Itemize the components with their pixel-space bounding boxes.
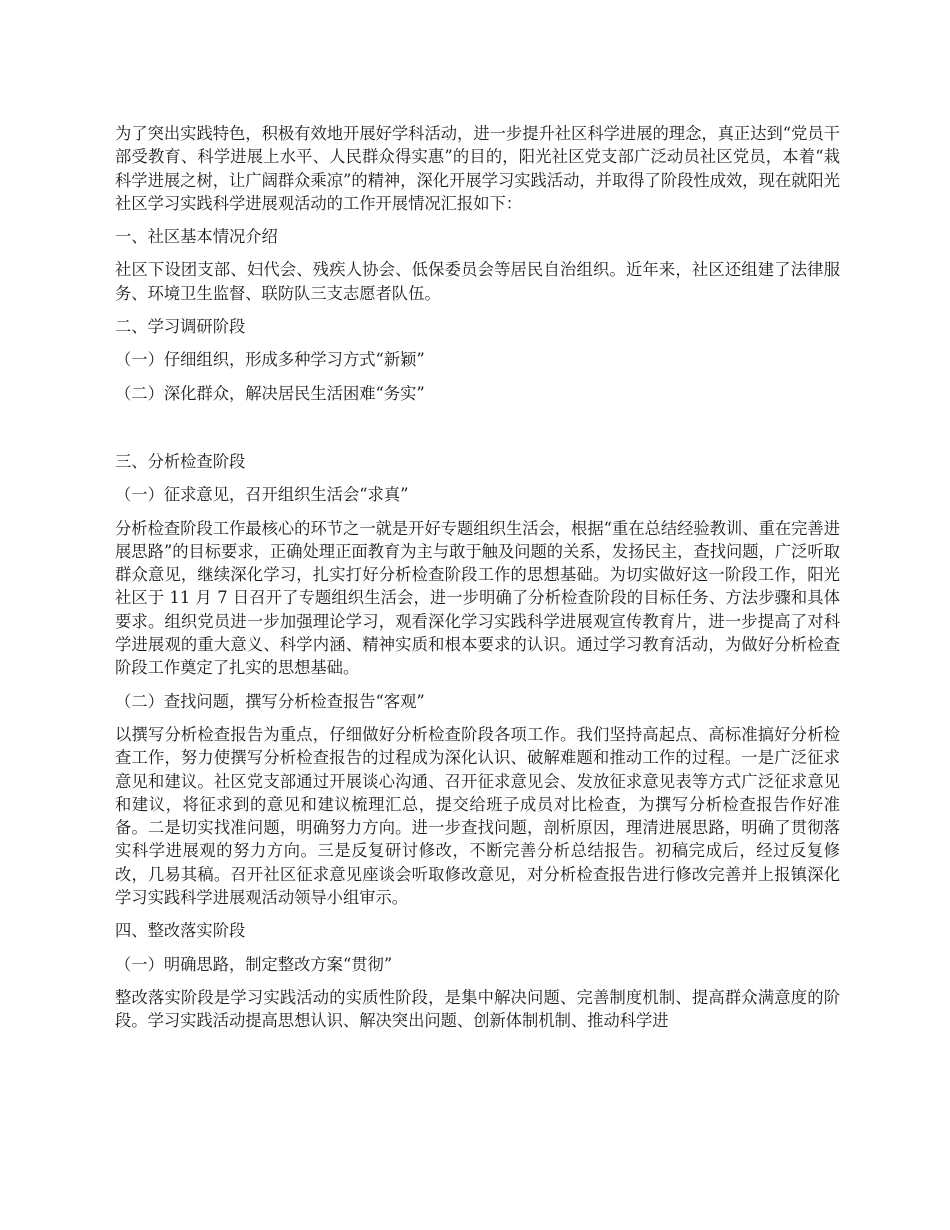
section-3-subheading-2: （二）查找问题，撰写分析检查报告“客观” xyxy=(115,691,425,711)
section-4-subheading-1: （一）明确思路，制定整改方案“贯彻” xyxy=(115,954,393,974)
intro-paragraph: 为了突出实践特色，积极有效地开展好学科活动，进一步提升社区科学进展的理念，真正达到“党员干部受教育、科学进展上水平、人民群众得实惠”的目的，阳光社区党支部广泛动员社区党员，本着“栽科学进展之树，让广阔群众乘凉”的精神，深化开展学习实践活动，并取得了阶段性成效，现在就阳光社区学习实践科学进展观活动的工作开展情况汇报如下： xyxy=(115,124,840,213)
section-2-subheading-1: （一）仔细组织，形成多种学习方式“新颖” xyxy=(115,350,425,370)
section-3-body-1: 分析检查阶段工作最核心的环节之一就是开好专题组织生活会，根据“重在总结经验教训、重在完善进展思路”的目标要求，正确处理正面教育为主与敢于触及问题的关系，发扬民主，查找问题，广泛听取群众意见，继续深化学习，扎实打好分析检查阶段工作的思想基础。为切实做好这一阶段工作，阳光社区于 11 月 7 日召开了专题组织生活会，进一步明确了分析检查阶段的目标任务、方法步骤和具体要求。组织党员进一步加强理论学习，观看深化学习实践科学进展观宣传教育片，进一步提高了对科学进展观的重大意义、科学内涵、精神实质和根本要求的认识。通过学习教育活动，为做好分析检查阶段工作奠定了扎实的思想基础。 xyxy=(115,518,840,678)
section-gap xyxy=(115,415,840,450)
section-1-heading: 一、社区基本情况介绍 xyxy=(115,227,278,247)
section-3-subheading-1: （一）征求意见，召开组织生活会“求真” xyxy=(115,485,409,505)
section-3-body-2: 以撰写分析检查报告为重点，仔细做好分析检查阶段各项工作。我们坚持高起点、高标准搞好分析检查工作，努力使撰写分析检查报告的过程成为深化认识、破解难题和推动工作的过程。一是广泛征求意见和建议。社区党支部通过开展谈心沟通、召开征求意见会、发放征求意见表等方式广泛征求意见和建议，将征求到的意见和建议梳理汇总，提交给班子成员对比检查，为撰写分析检查报告作好准备。二是切实找准问题，明确努力方向。进一步查找问题，剖析原因，理清进展思路，明确了贯彻落实科学进展观的努力方向。三是反复研讨修改，不断完善分析总结报告。初稿完成后，经过反复修改，几易其稿。召开社区征求意见座谈会听取修改意见，对分析检查报告进行修改完善并上报镇深化学习实践科学进展观活动领导小组审示。 xyxy=(115,724,840,908)
section-1-body: 社区下设团支部、妇代会、残疾人协会、低保委员会等居民自治组织。近年来，社区还组建了法律服务、环境卫生监督、联防队三支志愿者队伍。 xyxy=(115,260,840,303)
document-page xyxy=(115,122,840,1043)
section-3-heading: 三、分析检查阶段 xyxy=(115,451,246,471)
section-2-heading: 二、学习调研阶段 xyxy=(115,317,246,337)
section-4-heading: 四、整改落实阶段 xyxy=(115,921,246,941)
section-2-subheading-2: （二）深化群众，解决居民生活困难“务实” xyxy=(115,383,425,403)
section-4-body-1: 整改落实阶段是学习实践活动的实质性阶段，是集中解决问题、完善制度机制、提高群众满意度的阶段。学习实践活动提高思想认识、解决突出问题、创新体制机制、推动科学进 xyxy=(115,987,840,1031)
